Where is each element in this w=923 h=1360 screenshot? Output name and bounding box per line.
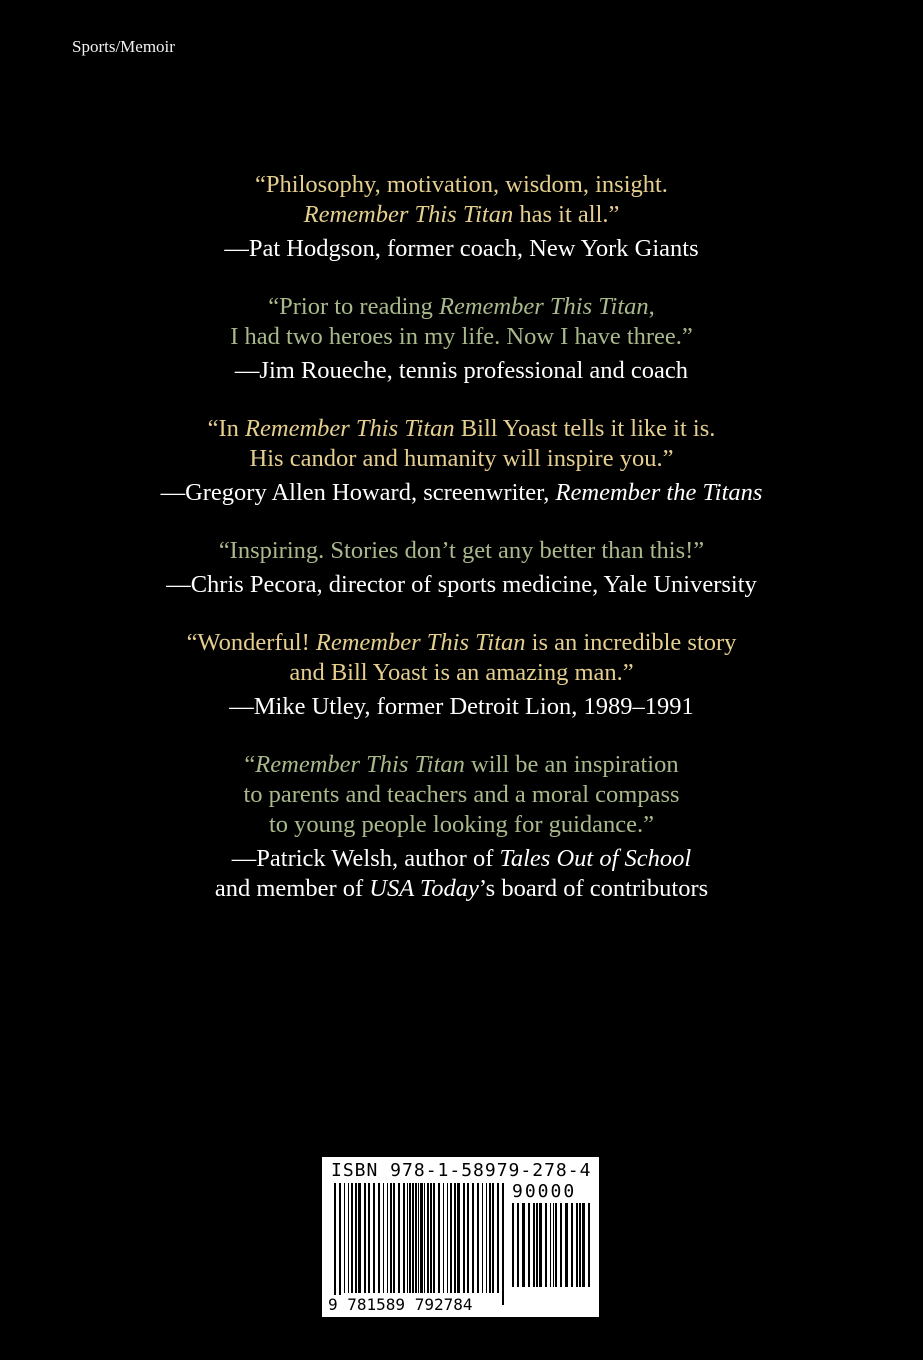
- barcode-bar: [477, 1183, 479, 1293]
- barcode-bar: [443, 1183, 444, 1293]
- italic-title: Tales Out of School: [499, 845, 692, 872]
- text-segment: —Gregory Allen Howard, screenwriter,: [160, 479, 556, 506]
- text-segment: to young people looking for guidance.”: [268, 811, 655, 838]
- barcode-bar: [512, 1203, 514, 1287]
- blurb-quote: [0, 414, 923, 474]
- blurb: [0, 628, 923, 722]
- barcode-bar: [560, 1203, 562, 1287]
- italic-title: Remember This Titan: [439, 293, 649, 320]
- barcode-bar: [368, 1183, 370, 1293]
- blurb: [0, 414, 923, 508]
- text-segment: to parents and teachers and a moral compass: [243, 781, 680, 808]
- barcode-bar: [390, 1183, 392, 1293]
- text-segment: “Philosophy, motivation, wisdom, insight.: [255, 171, 668, 198]
- text-segment: “Wonderful!: [186, 629, 316, 656]
- barcode-bar: [463, 1183, 465, 1293]
- barcode-bar: [348, 1183, 349, 1293]
- barcode-bar: [579, 1203, 581, 1287]
- barcode-bar: [550, 1203, 551, 1287]
- barcode-bar: [433, 1183, 435, 1293]
- barcode-bar: [403, 1183, 405, 1293]
- barcode-bar: [565, 1203, 568, 1287]
- category-label: Sports/Memoir: [72, 37, 175, 56]
- barcode-bar: [528, 1203, 530, 1287]
- text-segment: has it all.”: [513, 201, 620, 228]
- text-segment: “Prior to reading: [268, 293, 440, 320]
- barcode-bar: [427, 1183, 429, 1293]
- italic-title: Remember the Titans: [555, 479, 763, 506]
- blurb-attribution: [0, 478, 923, 508]
- blurb-attribution: [0, 570, 923, 600]
- isbn-label: ISBN 978-1-58979-278-4: [331, 1160, 592, 1181]
- price-code: 90000: [512, 1181, 577, 1202]
- barcode-bar: [412, 1183, 414, 1293]
- text-segment: “In: [207, 415, 246, 442]
- barcode-bar: [344, 1183, 345, 1293]
- text-segment: ,: [648, 293, 655, 320]
- blurbs-list: [0, 170, 923, 932]
- text-segment: and member of: [214, 875, 370, 902]
- barcode-bar: [539, 1203, 542, 1287]
- text-segment: is an incredible story: [525, 629, 737, 656]
- barcode-bar: [393, 1183, 395, 1293]
- italic-title: Remember This Titan: [245, 415, 455, 442]
- ean-digits: 9 781589 792784: [328, 1295, 473, 1314]
- barcode-bar: [571, 1203, 573, 1287]
- barcode-bar: [409, 1183, 411, 1293]
- blurb-quote: [0, 750, 923, 840]
- barcode-bar: [378, 1183, 380, 1293]
- barcode-bar: [489, 1183, 491, 1293]
- blurb-quote: [0, 170, 923, 230]
- barcode-bar: [533, 1203, 535, 1287]
- barcode-bar: [454, 1183, 456, 1293]
- barcode-bar: [447, 1183, 448, 1293]
- barcode-bar: [482, 1183, 483, 1293]
- ean-barcode-bars: [334, 1183, 504, 1305]
- italic-title: USA Today: [369, 875, 479, 902]
- blurb-attribution: [0, 844, 923, 904]
- text-segment: “: [244, 751, 256, 778]
- barcode-bar: [457, 1183, 460, 1293]
- barcode-bar: [418, 1183, 419, 1293]
- isbn-barcode: [322, 1157, 599, 1317]
- barcode-bar: [438, 1183, 440, 1293]
- blurb: [0, 292, 923, 386]
- barcode-bar: [373, 1183, 375, 1293]
- barcode-bar: [383, 1183, 384, 1293]
- barcode-bar: [424, 1183, 425, 1293]
- barcode-bar: [398, 1183, 400, 1293]
- barcode-bar: [415, 1183, 417, 1293]
- text-segment: I had two heroes in my life. Now I have three.”: [230, 323, 693, 350]
- italic-title: Remember This Titan: [315, 629, 526, 656]
- barcode-bar: [420, 1183, 423, 1293]
- barcode-bar: [430, 1183, 432, 1293]
- barcode-bar: [467, 1183, 469, 1293]
- barcode-bar: [502, 1183, 504, 1305]
- barcode-bar: [522, 1203, 525, 1287]
- barcode-bar: [351, 1183, 353, 1293]
- barcode-bar: [576, 1203, 578, 1287]
- barcode-bar: [472, 1183, 474, 1293]
- blurb-quote: [0, 628, 923, 688]
- blurb: [0, 536, 923, 600]
- blurb: [0, 750, 923, 904]
- blurb-attribution: [0, 692, 923, 722]
- blurb: [0, 170, 923, 264]
- text-segment: —Jim Roueche, tennis professional and coach: [234, 357, 689, 384]
- text-segment: Bill Yoast tells it like it is.: [454, 415, 716, 442]
- barcode-bar: [582, 1203, 585, 1287]
- barcode-bar: [555, 1203, 557, 1287]
- barcode-bar: [545, 1203, 547, 1287]
- barcode-bar: [588, 1203, 590, 1287]
- barcode-bar: [486, 1183, 487, 1293]
- addon-barcode-bars: [512, 1203, 590, 1299]
- barcode-bar: [358, 1183, 361, 1293]
- barcode-bar: [517, 1203, 519, 1287]
- text-segment: His candor and humanity will inspire you.”: [249, 445, 674, 472]
- text-segment: —Chris Pecora, director of sports medicine, Yale University: [166, 571, 757, 598]
- barcode-bar: [450, 1183, 452, 1293]
- barcode-bar: [364, 1183, 366, 1293]
- text-segment: ’s board of contributors: [478, 875, 709, 902]
- text-segment: will be an inspiration: [464, 751, 679, 778]
- blurb-quote: [0, 536, 923, 566]
- text-segment: —Patrick Welsh, author of: [231, 845, 500, 872]
- italic-title: Remember This Titan: [255, 751, 465, 778]
- barcode-bar: [497, 1183, 499, 1293]
- barcode-bar: [339, 1183, 341, 1305]
- blurb-quote: [0, 292, 923, 352]
- barcode-bar: [553, 1203, 554, 1287]
- text-segment: —Pat Hodgson, former coach, New York Giants: [224, 235, 699, 262]
- barcode-bar: [536, 1203, 538, 1287]
- text-segment: —Mike Utley, former Detroit Lion, 1989–1991: [229, 693, 694, 720]
- barcode-bar: [492, 1183, 494, 1293]
- blurb-attribution: [0, 234, 923, 264]
- text-segment: “Inspiring. Stories don’t get any better than this!”: [218, 537, 705, 564]
- blurb-attribution: [0, 356, 923, 386]
- barcode-bar: [407, 1183, 408, 1293]
- barcode-bar: [355, 1183, 357, 1293]
- barcode-bar: [387, 1183, 388, 1293]
- text-segment: and Bill Yoast is an amazing man.”: [289, 659, 634, 686]
- barcode-bar: [334, 1183, 336, 1305]
- italic-title: Remember This Titan: [303, 201, 514, 228]
